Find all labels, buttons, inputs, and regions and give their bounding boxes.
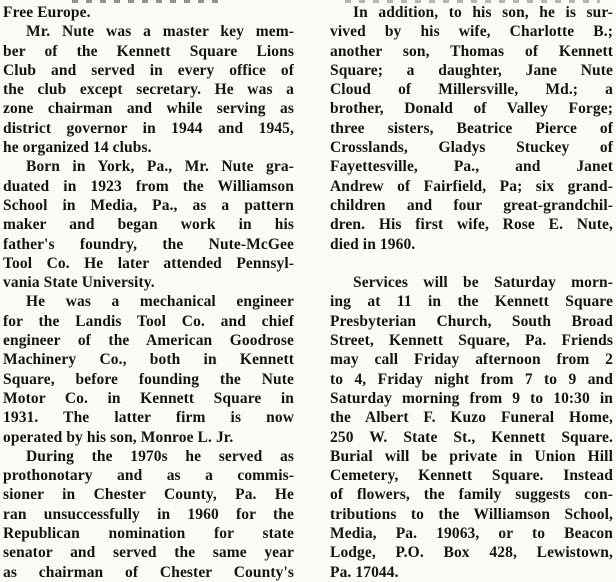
text-line: Presbyterian Church, South Broad	[330, 312, 613, 330]
text-line: ing at 11 in the Kennett Square	[330, 293, 613, 311]
text-line: Free Europe.	[3, 4, 91, 21]
text-line: brother, Donald of Valley Forge;	[330, 100, 613, 118]
right-column	[330, 3, 613, 582]
text-line: vived by his wife, Charlotte B.;	[330, 23, 613, 41]
text-line: he organized 14 clubs.	[3, 139, 152, 157]
text-line: Cloud of Millersville, Md.; a	[330, 81, 613, 99]
text-line: Motor Co. in Kennett Square in	[3, 389, 294, 407]
text-line: vania State University.	[3, 274, 155, 292]
text-line: Fayettesville, Pa., and Janet	[330, 158, 613, 176]
text-line: district governor in 1944 and 1945,	[3, 119, 294, 137]
text-line: Club and served in every office of	[3, 61, 294, 79]
text-line: In addition, to his son, he is sur-	[353, 4, 613, 21]
text-line: 1931. The latter firm is now	[3, 409, 294, 427]
text-line: prothonotary and as a commis-	[3, 467, 294, 485]
text-line: engineer of the American Goodrose	[3, 332, 294, 350]
text-line: Machinery Co., both in Kennett	[3, 351, 294, 369]
text-line: Lodge, P.O. Box 428, Lewistown,	[330, 544, 613, 562]
text-line: of flowers, the family suggests con-	[330, 486, 613, 504]
text-line: as chairman of Chester County's	[3, 563, 294, 581]
left-column	[3, 3, 294, 582]
text-line: Burial will be private in Union Hill	[330, 447, 613, 465]
text-line: zone chairman and while serving as	[3, 100, 294, 118]
text-line: operated by his son, Monroe L. Jr.	[3, 428, 234, 446]
text-line: Street, Kennett Square, Pa. Friends	[330, 332, 613, 350]
text-line: dren. His first wife, Rose E. Nute,	[330, 216, 613, 234]
text-line: for the Landis Tool Co. and chief	[3, 312, 294, 330]
text-line: He was a mechanical engineer	[26, 293, 294, 311]
text-line: Mr. Nute was a master key mem-	[26, 23, 294, 41]
text-line: the Albert F. Kuzo Funeral Home,	[330, 409, 613, 427]
text-line: three sisters, Beatrice Pierce of	[330, 119, 613, 137]
text-line: Services will be Saturday morn-	[353, 274, 613, 292]
text-line: may call Friday afternoon from 2	[330, 351, 613, 369]
text-line: Tool Co. He later attended Pennsyl-	[3, 254, 294, 272]
text-line: to 4, Friday night from 7 to 9 and	[330, 370, 613, 388]
text-line: maker and began work in his	[3, 216, 294, 234]
text-line: Square, before founding the Nute	[3, 370, 294, 388]
text-line: ber of the Kennett Square Lions	[3, 42, 294, 60]
text-line: children and four great-grandchil-	[330, 196, 613, 214]
text-line: Andrew of Fairfield, Pa; six grand-	[330, 177, 613, 195]
text-line: Republican nomination for state	[3, 525, 294, 543]
text-line: sioner in Chester County, Pa. He	[3, 486, 294, 504]
text-line: Media, Pa. 19063, or to Beacon	[330, 525, 613, 543]
paragraph-gap	[330, 254, 613, 273]
text-line: School in Media, Pa., as a pattern	[3, 196, 294, 214]
text-line: duated in 1923 from the Williamson	[3, 177, 294, 195]
text-line: the club except secretary. He was a	[3, 81, 294, 99]
text-line: 250 W. State St., Kennett Square.	[330, 428, 613, 446]
text-line: another son, Thomas of Kennett	[330, 42, 613, 60]
text-line: Cemetery, Kennett Square. Instead	[330, 467, 613, 485]
text-line: Pa. 17044.	[330, 563, 399, 581]
text-line: Born in York, Pa., Mr. Nute gra-	[26, 158, 294, 176]
text-line: During the 1970s he served as	[26, 447, 294, 465]
text-line: tributions to the Williamson School,	[330, 505, 613, 523]
text-line: father's foundry, the Nute-McGee	[3, 235, 294, 253]
text-line: died in 1960.	[330, 235, 416, 253]
text-line: Square; a daughter, Jane Nute	[330, 61, 613, 79]
text-line: senator and served the same year	[3, 544, 294, 562]
text-line: ran unsuccessfully in 1960 for the	[3, 505, 294, 523]
text-line: Saturday morning from 9 to 10:30 in	[330, 389, 613, 407]
text-line: Crosslands, Gladys Stuckey of	[330, 139, 613, 157]
